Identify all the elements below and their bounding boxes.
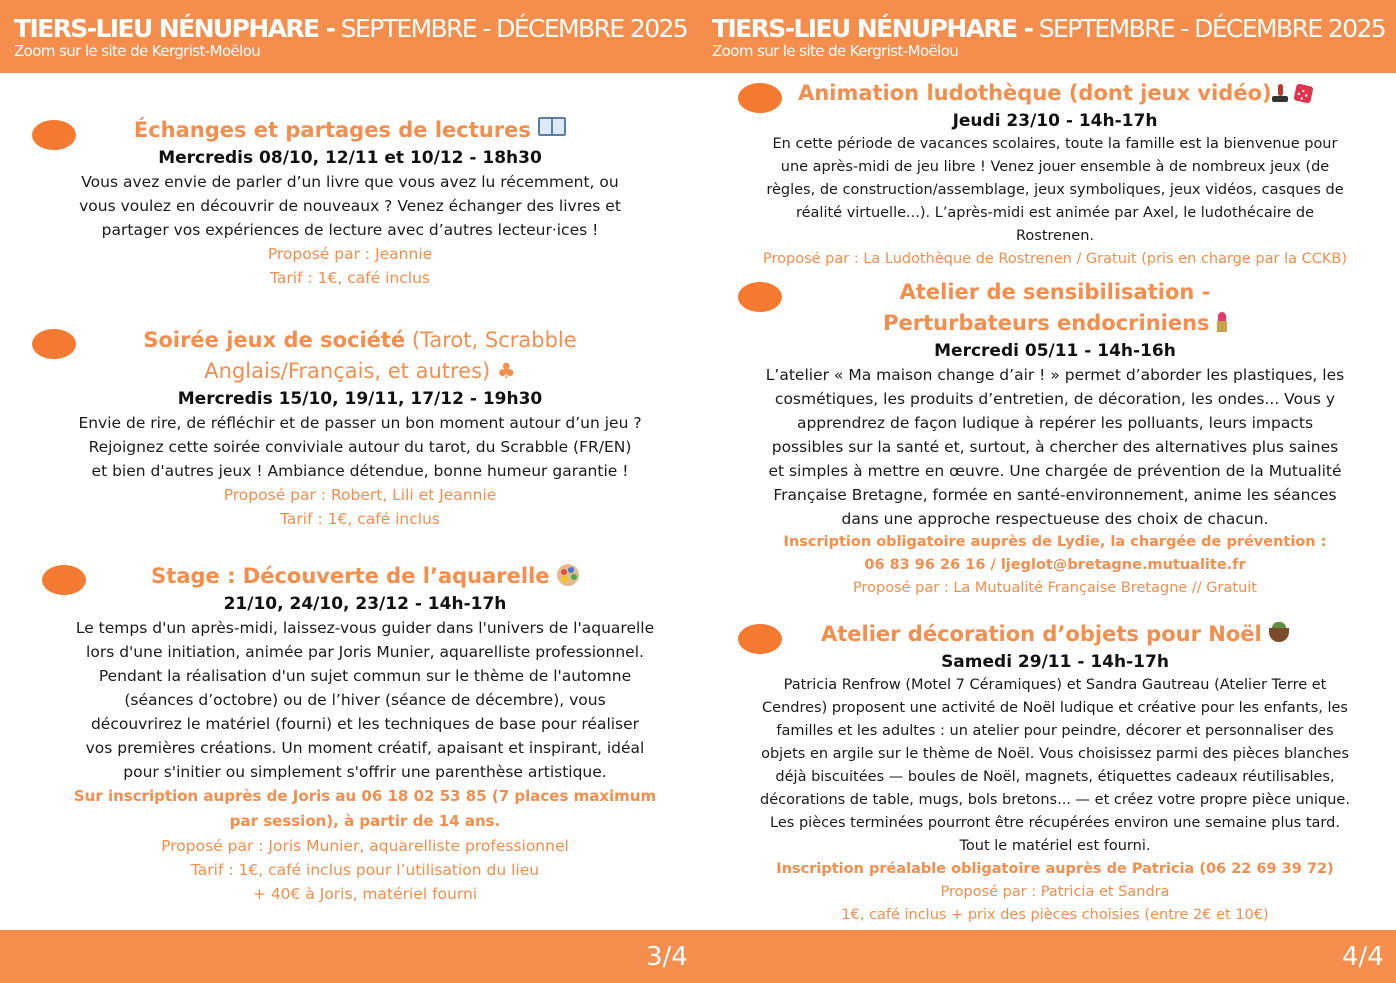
lipstick-icon [1217,312,1227,332]
event-title: Stage : Découverte de l’aquarelle [30,561,700,592]
event-inscription: Sur inscription auprès de Joris au 06 18 02 53 85 (7 places maximum par session), à partir de 14 ans. [73,787,657,830]
header-title: TIERS-LIEU NÉNUPHARE - SEPTEMBRE - DÉCEMBRE 2025 [712,14,1386,43]
event-date: Jeudi 23/10 - 14h-17h [952,111,1158,131]
event-description: Patricia Renfrow (Motel 7 Céramiques) et Sandra Gautreau (Atelier Terre et Cendres) proposent une activité de Noël ludique et créative pour les enfants, les familles et les adultes : un atelier pour peindre, décorer et personnaliser des objets en argile sur le thème de Noël. Vous choisissez parmi des pièces blanches déjà biscuitées — boules de Noël, magnets, étiquettes cadeaux réutilisables, décorations de table, mugs, bols bretons... — et créez votre propre pièce unique. Les pièces terminées pourront être récupérées environ une semaine plus tard. Tout le matériel est fourni. [760,677,1350,854]
event-organizer: Proposé par : La Ludothèque de Rostrenen / Gratuit (pris en charge par la CCKB) [763,251,1347,267]
header-subtitle: Zoom sur le site de Kergrist-Moëlou [14,42,261,60]
event-organizer: Proposé par : Patricia et Sandra [940,884,1170,900]
event-date: Samedi 29/11 - 14h-17h [941,652,1169,672]
event-aquarelle [30,561,700,906]
event-price: 1€, café inclus + prix des pièces choisies (entre 2€ et 10€) [841,907,1269,923]
event-organizer: Proposé par : Joris Munier, aquarelliste professionnel [161,837,569,855]
event-jeux [30,325,690,531]
event-title: Atelier de sensibilisation - [899,280,1211,304]
event-date: Mercredis 08/10, 12/11 et 10/12 - 18h30 [158,148,542,168]
event-perturbateurs [715,277,1395,600]
event-description: Envie de rire, de réfléchir et de passer un bon moment autour d’un jeu ? Rejoignez cette soirée conviviale autour du tarot, du Scrabble (FR/EN) et bien d'autres jeux ! Ambiance détendue, bonne humeur garantie ! [78,414,642,480]
palette-icon [557,564,579,586]
event-organizer: Proposé par : La Mutualité Française Bretagne // Gratuit [853,580,1257,596]
event-title: Animation ludothèque (dont jeux vidéo) ⁘ [715,78,1395,109]
event-inscription: Inscription obligatoire auprès de Lydie, la chargée de prévention : 06 83 96 26 16 / ljeglot@bretagne.mutualite.fr [783,534,1327,573]
event-price: Tarif : 1€, café inclus pour l’utilisation du lieu + 40€ à Joris, matériel fourni [190,861,540,903]
event-organizer: Proposé par : Jeannie [267,245,433,263]
event-date: Mercredi 05/11 - 14h-16h [934,341,1176,361]
event-description: L’atelier « Ma maison change d’air ! » permet d’aborder les plastiques, les cosmétiques, les produits d’entretien, de décoration, les ondes... Vous y apprendrez de façon ludique à repérer les polluants, leurs impacts possibles sur la santé et, surtout, à chercher des alternatives plus saines et simples à mettre en œuvre. Une chargée de prévention de la Mutualité Française Bretagne, formée en santé-environnement, anime les séances dans une approche respectueuse des choix de chacun. [765,366,1345,528]
event-date: Mercredis 15/10, 19/11, 17/12 - 19h30 [177,389,543,409]
event-noel [715,619,1395,927]
event-description: En cette période de vacances scolaires, toute la famille est la bienvenue pour une après-midi de jeu libre ! Venez jouer ensemble à de nombreux jeux (de règles, de construction/assemblage, jeux symboliques, jeux vidéos, casques de réalité virtuelle...). L’après-midi est animée par Axel, le ludothécaire de Rostrenen. [766,136,1344,244]
footer-bar [0,930,1396,983]
event-lectures [30,115,670,290]
event-description: Le temps d'un après-midi, laissez-vous guider dans l'univers de l'aquarelle lors d'une initiation, animée par Joris Munier, aquarelliste professionnel. Pendant la réalisation d'un sujet commun sur le thème de l'automne (séances d’octobre) ou de l’hiver (séance de décembre), vous découvrirez le matériel (fourni) et les techniques de base pour réaliser vos premières créations. Un moment créatif, apaisant et inspirant, idéal pour s'initier ou simplement s'offrir une parenthèse artistique. [75,619,655,781]
event-inscription: Inscription préalable obligatoire auprès de Patricia (06 22 69 39 72) [776,861,1334,877]
header-title: TIERS-LIEU NÉNUPHARE - SEPTEMBRE - DÉCEMBRE 2025 [14,14,688,43]
event-title: Échanges et partages de lectures [30,115,670,146]
event-description: Vous avez envie de parler d’un livre que vous avez lu récemment, ou vous voulez en découvrir de nouveaux ? Venez échanger des livres et partager vos expériences de lecture avec d’autres lecteur·ices ! [79,173,621,239]
page-number-left: 3/4 [646,942,688,972]
event-ludotheque [715,78,1395,271]
header-subtitle: Zoom sur le site de Kergrist-Moëlou [712,42,959,60]
event-title: Soirée jeux de société (Tarot, Scrabble [143,328,577,352]
event-title-line2: Anglais/Français, et autres) ♣ [204,359,516,383]
event-price: Tarif : 1€, café inclus [280,510,440,528]
joystick-icon [1272,84,1288,102]
event-title: Atelier décoration d’objets pour Noël [715,619,1395,650]
header-left [0,0,698,73]
dice-icon [1293,83,1313,103]
page-number-right: 4/4 [1342,942,1384,972]
book-icon [538,117,566,136]
event-title-line2: Perturbateurs endocriniens [715,308,1395,339]
bowl-icon [1269,628,1289,642]
event-organizer: Proposé par : Robert, Lili et Jeannie [223,486,497,504]
event-price: Tarif : 1€, café inclus [270,269,430,287]
header-right [698,0,1396,73]
event-date: 21/10, 24/10, 23/12 - 14h-17h [223,594,507,614]
